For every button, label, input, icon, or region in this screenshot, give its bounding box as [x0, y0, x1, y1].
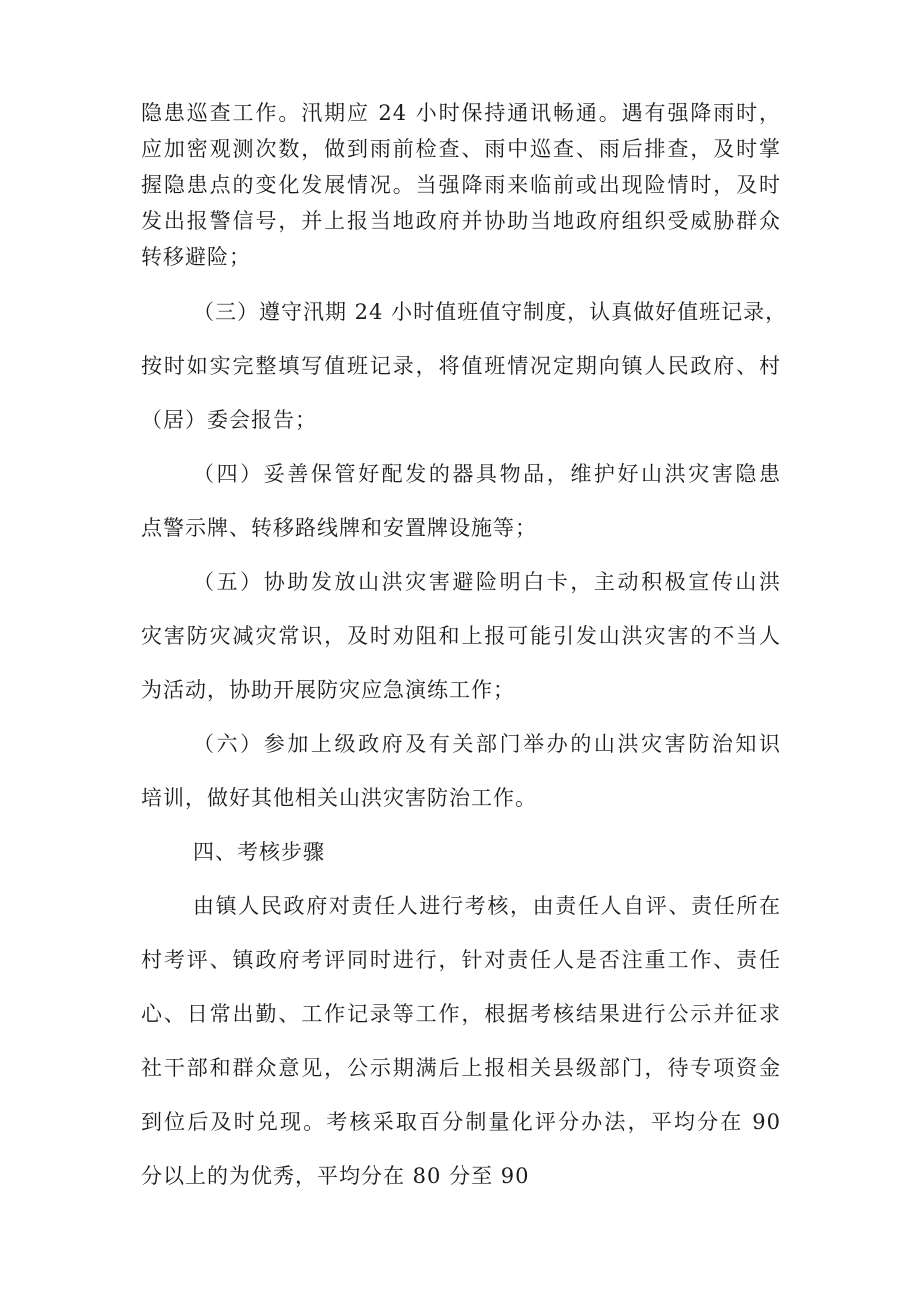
- section-duties: [141, 285, 788, 1203]
- text-line: 村考评、镇政府考评同时进行，针对责任人是否注重工作、责任: [141, 948, 781, 972]
- paragraph-assessment-steps: [141, 879, 781, 1203]
- text-line: （三）遵守汛期 24 小时值班值守制度，认真做好值班记录，: [193, 300, 788, 324]
- text-line: 分以上的为优秀，平均分在 80 分至 90: [141, 1164, 530, 1188]
- text-line: 发出报警信号，并上报当地政府并协助当地政府组织受威胁群众: [141, 209, 781, 233]
- text-line: 应加密观测次数，做到雨前检查、雨中巡查、雨后排查，及时掌: [141, 137, 781, 161]
- section-heading: 四、考核步骤: [193, 840, 325, 864]
- document-body: [141, 95, 788, 1203]
- text-line: 心、日常出勤、工作记录等工作，根据考核结果进行公示并征求: [141, 1002, 781, 1026]
- text-line: 隐患巡查工作。汛期应 24 小时保持通讯畅通。遇有强降雨时，: [141, 101, 781, 125]
- paragraph-duty-item-3: [141, 285, 788, 447]
- text-line: 由镇人民政府对责任人进行考核，由责任人自评、责任所在: [193, 894, 781, 918]
- text-line: 为活动，协助开展防灾应急演练工作；: [141, 678, 515, 702]
- text-line: （四）妥善保管好配发的器具物品，维护好山洪灾害隐患: [193, 462, 781, 486]
- text-line: 转移避险；: [141, 245, 251, 269]
- text-line: （六）参加上级政府及有关部门举办的山洪灾害防治知识: [193, 732, 781, 756]
- text-line: 灾害防灾减灾常识，及时劝阻和上报可能引发山洪灾害的不当人: [141, 624, 781, 648]
- text-line: 点警示牌、转移路线牌和安置牌设施等；: [141, 516, 537, 540]
- text-line: 培训，做好其他相关山洪灾害防治工作。: [141, 786, 537, 810]
- text-line: 到位后及时兑现。考核采取百分制量化评分办法，平均分在 90: [141, 1110, 781, 1134]
- paragraph-duty-item-4: [141, 447, 781, 555]
- text-line: （居）委会报告；: [141, 408, 317, 432]
- text-line: 社干部和群众意见，公示期满后上报相关县级部门，待专项资金: [141, 1056, 781, 1080]
- paragraph-duty-item-5: [141, 555, 781, 717]
- paragraph-duty-item-6: [141, 717, 781, 825]
- text-line: 握隐患点的变化发展情况。当强降雨来临前或出现险情时，及时: [141, 173, 781, 197]
- text-line: 按时如实完整填写值班记录，将值班情况定期向镇人民政府、村: [141, 354, 781, 378]
- text-line: （五）协助发放山洪灾害避险明白卡，主动积极宣传山洪: [193, 570, 781, 594]
- section-heading-assessment: [141, 825, 781, 879]
- paragraph-hazard-patrol: [141, 95, 781, 275]
